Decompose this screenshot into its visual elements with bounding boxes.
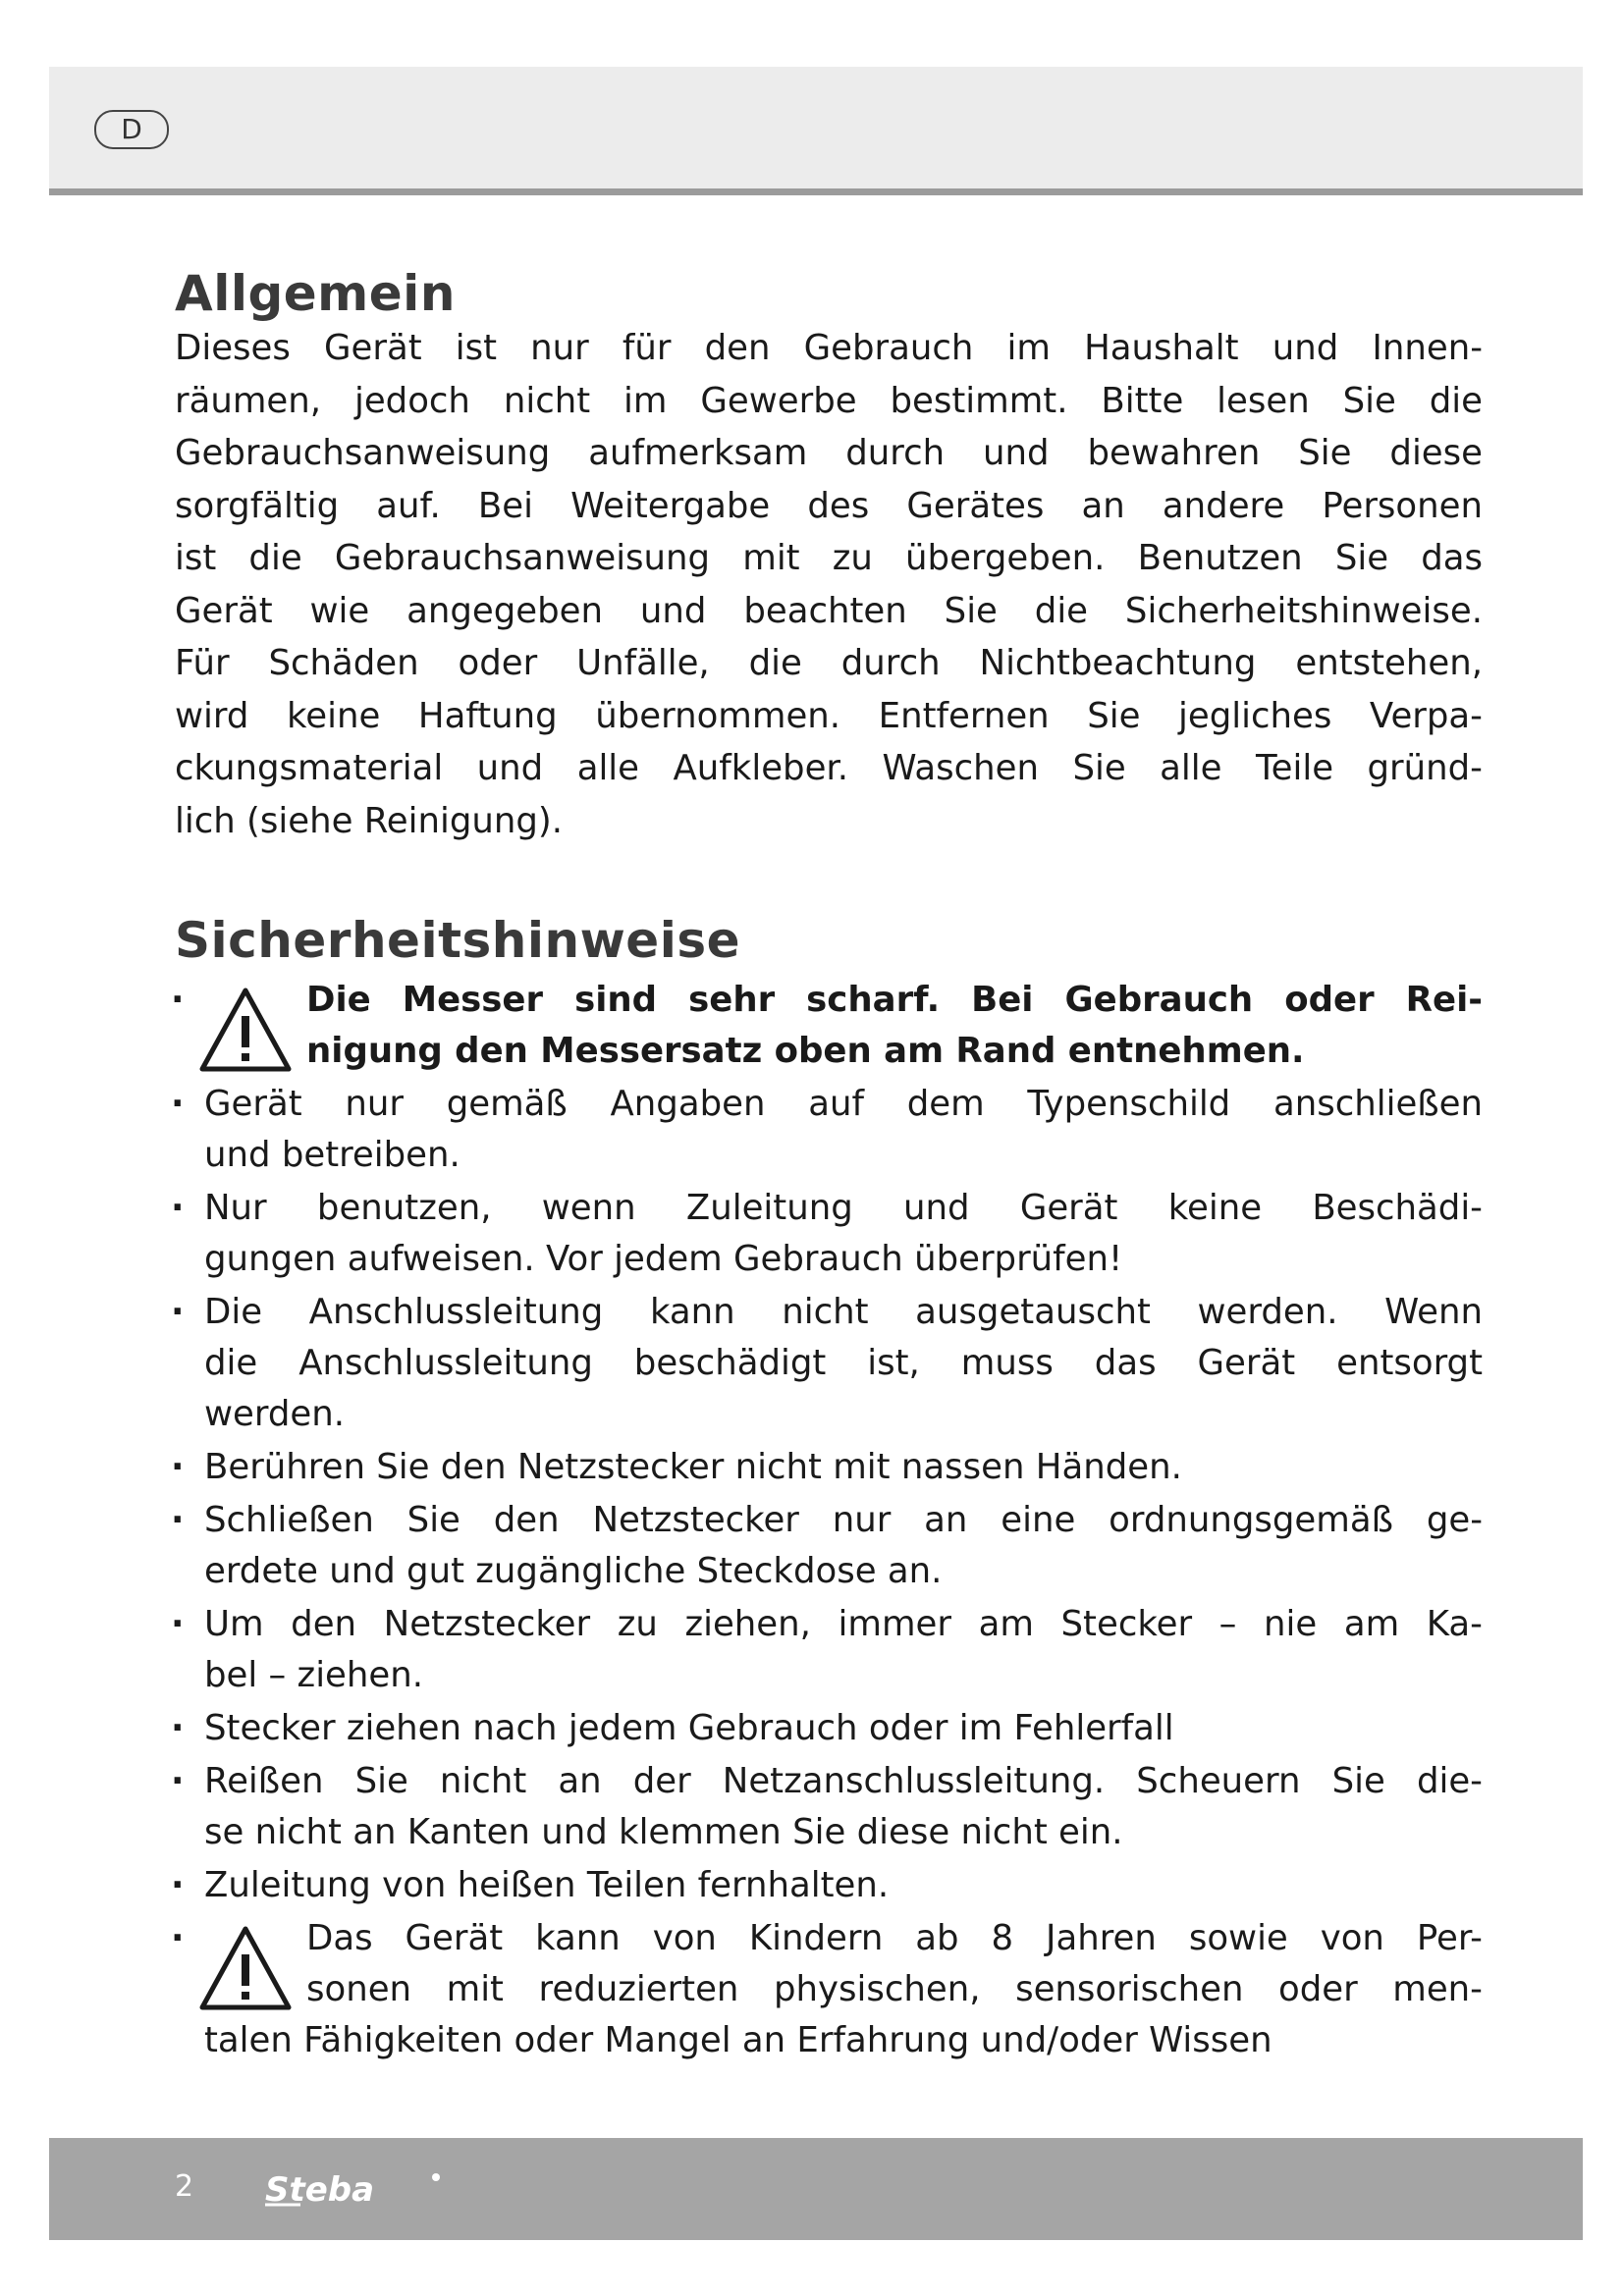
paragraph-line: ckungsmaterial und alle Aufkleber. Waschen Sie alle Teile gründ- <box>175 748 1483 788</box>
page-content <box>171 265 1483 2068</box>
paragraph-line: Gebrauchsanweisung aufmerksam durch und bewahren Sie diese <box>175 433 1483 473</box>
page-number: 2 <box>175 2169 194 2204</box>
list-item <box>171 1495 1483 1597</box>
bullet: · <box>171 1084 185 1124</box>
warning-triangle-icon <box>198 985 293 1075</box>
bullet: · <box>171 1500 185 1540</box>
bullet: · <box>171 1761 185 1801</box>
warning-line: Das Gerät kann von Kindern ab 8 Jahren sowie von Per- <box>306 1918 1483 1958</box>
list-line: Um den Netzstecker zu ziehen, immer am Stecker – nie am Ka- <box>204 1604 1483 1644</box>
safety-list <box>171 975 1483 2066</box>
list-item <box>171 1183 1483 1285</box>
bullet: · <box>171 1865 185 1905</box>
list-item <box>171 1079 1483 1181</box>
list-line: und betreiben. <box>204 1135 460 1175</box>
footer-bar <box>49 2138 1583 2240</box>
list-item <box>171 1860 1483 1911</box>
list-line: Stecker ziehen nach jedem Gebrauch oder im Fehlerfall <box>204 1708 1174 1748</box>
warning-triangle-icon <box>198 1923 293 2013</box>
bullet: · <box>171 1292 185 1332</box>
paragraph-line: sorgfältig auf. Bei Weitergabe des Gerätes an andere Personen <box>175 485 1483 526</box>
paragraph-line: Gerät wie angegeben und beachten Sie die Sicherheitshinweise. <box>175 590 1483 631</box>
list-item <box>171 1287 1483 1440</box>
bullet: · <box>171 1708 185 1748</box>
warning-line: talen Fähigkeiten oder Mangel an Erfahrung und/oder Wissen <box>204 2020 1272 2060</box>
paragraph-line: ist die Gebrauchsanweisung mit zu übergeben. Benutzen Sie das <box>175 538 1483 578</box>
paragraph-line: lich (siehe Reinigung). <box>175 800 564 841</box>
bullet: · <box>171 1447 185 1487</box>
list-line: werden. <box>204 1394 346 1434</box>
list-line: Berühren Sie den Netzstecker nicht mit nassen Händen. <box>204 1447 1182 1487</box>
header-bar <box>49 67 1583 195</box>
heading-sicherheitshinweise: Sicherheitshinweise <box>175 912 741 969</box>
list-line: Zuleitung von heißen Teilen fernhalten. <box>204 1865 890 1905</box>
bullet: · <box>171 1188 185 1228</box>
list-line: bel – ziehen. <box>204 1655 424 1695</box>
bullet: · <box>171 1604 185 1644</box>
warning-line: Die Messer sind sehr scharf. Bei Gebrauch oder Rei- <box>306 980 1483 1020</box>
paragraph-allgemein <box>175 322 1483 847</box>
steba-logo <box>261 2165 458 2215</box>
list-item <box>171 1756 1483 1858</box>
list-item <box>171 1703 1483 1754</box>
list-line: Reißen Sie nicht an der Netzanschlussleitung. Scheuern Sie die- <box>204 1761 1483 1801</box>
bullet: · <box>171 980 185 1020</box>
list-line: Nur benutzen, wenn Zuleitung und Gerät keine Beschädi- <box>204 1188 1483 1228</box>
list-line: die Anschlussleitung beschädigt ist, muss das Gerät entsorgt <box>204 1343 1483 1383</box>
bullet: · <box>171 1918 185 1958</box>
list-item-warning-knives <box>171 975 1483 1077</box>
warning-line: nigung den Messersatz oben am Rand entnehmen. <box>306 1031 1305 1071</box>
list-line: erdete und gut zugängliche Steckdose an. <box>204 1551 943 1591</box>
warning-line: sonen mit reduzierten physischen, sensorischen oder men- <box>306 1969 1483 2009</box>
heading-allgemein: Allgemein <box>175 265 456 322</box>
paragraph-line: Für Schäden oder Unfälle, die durch Nichtbeachtung entstehen, <box>175 643 1483 683</box>
list-item <box>171 1442 1483 1493</box>
brand-text: Steba <box>265 2170 375 2210</box>
paragraph-line: räumen, jedoch nicht im Gewerbe bestimmt. Bitte lesen Sie die <box>175 380 1483 421</box>
list-line: Die Anschlussleitung kann nicht ausgetauscht werden. Wenn <box>204 1292 1483 1332</box>
list-line: se nicht an Kanten und klemmen Sie diese nicht ein. <box>204 1812 1123 1852</box>
list-line: Gerät nur gemäß Angaben auf dem Typenschild anschließen <box>204 1084 1483 1124</box>
list-line: gungen aufweisen. Vor jedem Gebrauch überprüfen! <box>204 1239 1123 1279</box>
list-item-warning-children <box>171 1913 1483 2066</box>
list-line: Schließen Sie den Netzstecker nur an eine ordnungsgemäß ge- <box>204 1500 1483 1540</box>
language-badge: D <box>94 110 169 149</box>
paragraph-line: wird keine Haftung übernommen. Entfernen Sie jegliches Verpa- <box>175 695 1483 736</box>
list-item <box>171 1599 1483 1701</box>
paragraph-line: Dieses Gerät ist nur für den Gebrauch im Haushalt und Innen- <box>175 328 1483 368</box>
